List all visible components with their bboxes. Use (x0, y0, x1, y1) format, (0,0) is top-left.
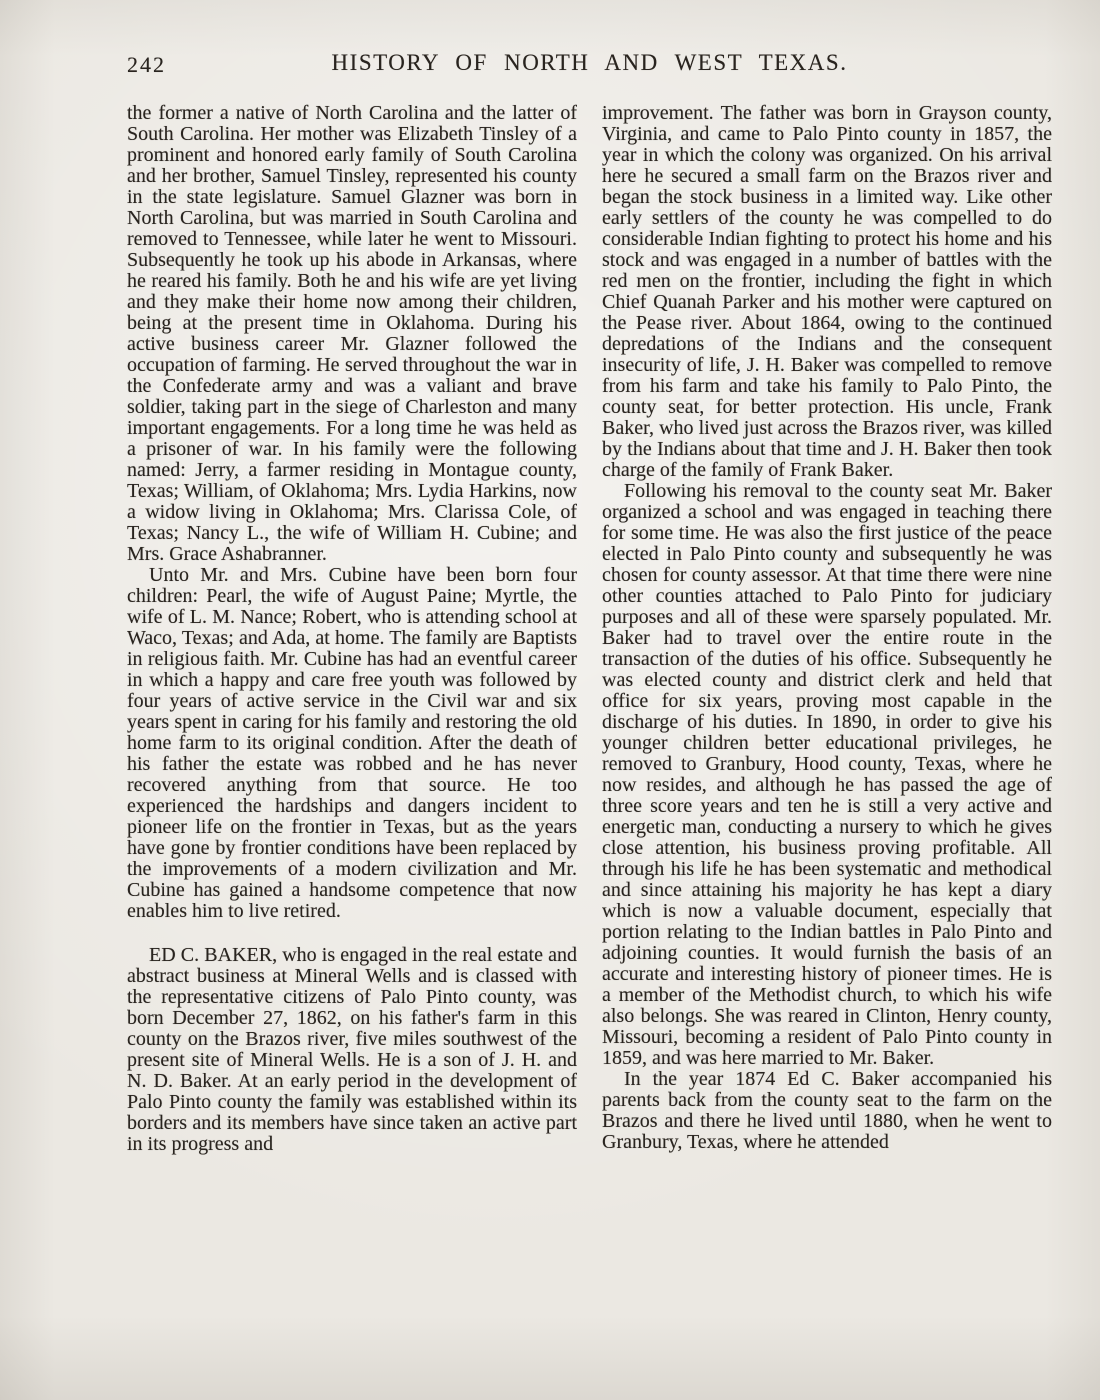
two-column-text-block (127, 103, 1052, 1315)
right-paragraph-continuation: improvement. The father was born in Grayson county, Virginia, and came to Palo Pinto county in 1857, the year in which the colony was organized. On his arrival here he secured a small farm on the Brazos river and began the stock business in a limited way. Like other early settlers of the county he was compelled to do considerable Indian fighting to protect his home and his stock and was engaged in a number of battles with the red men on the frontier, including the fight in which Chief Quanah Parker and his mother were captured on the Pease river. About 1864, owing to the continued depredations of the Indians and the consequent insecurity of life, J. H. Baker was compelled to remove from his farm and take his family to Palo Pinto, the county seat, for better protection. His uncle, Frank Baker, who lived just across the Brazos river, was killed by the Indians about that time and J. H. Baker then took charge of the family of Frank Baker. (602, 103, 1052, 481)
left-paragraph-continuation: the former a native of North Carolina and the latter of South Carolina. Her mother was Elizabeth Tinsley of a prominent and honored early family of South Carolina and her brother, Samuel Tinsley, represented his county in the state legislature. Samuel Glazner was born in North Carolina, but was married in South Carolina and removed to Tennessee, while later he went to Missouri. Subsequently he took up his abode in Arkansas, where he reared his family. Both he and his wife are yet living and they make their home now among their children, being at the present time in Oklahoma. During his active business career Mr. Glazner followed the occupation of farming. He served throughout the war in the Confederate army and was a valiant and brave soldier, taking part in the siege of Charleston and many important engagements. For a long time he was held as a prisoner of war. In his family were the following named: Jerry, a farmer residing in Montague county, Texas; William, of Oklahoma; Mrs. Lydia Harkins, now a widow living in Oklahoma; Mrs. Clarissa Cole, of Texas; Nancy L., the wife of William H. Cubine; and Mrs. Grace Ashabranner. (127, 103, 577, 565)
page-number: 242 (127, 52, 166, 77)
left-paragraph-ed-c-baker-section-start: ED C. BAKER, who is engaged in the real estate and abstract business at Mineral Wells and is classed with the representative citizens of Palo Pinto county, was born December 27, 1862, on his father's farm in this county on the Brazos river, five miles southwest of the present site of Mineral Wells. He is a son of J. H. and N. D. Baker. At an early period in the development of Palo Pinto county the family was established within its borders and its members have since taken an active part in its progress and (127, 944, 577, 1155)
left-paragraph-cubine-children: Unto Mr. and Mrs. Cubine have been born four children: Pearl, the wife of August Paine; Myrtle, the wife of L. M. Nance; Robert, who is attending school at Waco, Texas; and Ada, at home. The family are Baptists in religious faith. Mr. Cubine has had an eventful career in which a happy and care free youth was followed by four years of active service in the Civil war and six years spent in caring for his family and restoring the old home farm to its original condition. After the death of his father the estate was robbed and he has never recovered anything from that source. He too experienced the hardships and dangers incident to pioneer life on the frontier in Texas, but as the years have gone by frontier conditions have been replaced by the improvements of a modern civilization and Mr. Cubine has gained a handsome competence that now enables him to live retired. (127, 564, 577, 922)
right-paragraph-baker-school: Following his removal to the county seat Mr. Baker organized a school and was engaged in teaching there for some time. He was also the first justice of the peace elected in Palo Pinto county and subsequently he was chosen for county assessor. At that time there were nine other counties attached to Palo Pinto for judiciary purposes and all of these were sparsely populated. Mr. Baker had to travel over the entire route in the transaction of the duties of his office. Subsequently he was elected county and district clerk and held that office for six years, proving most capable in the discharge of his duties. In 1890, in order to give his younger children better educational privileges, he removed to Granbury, Hood county, Texas, where he now resides, and although he has passed the age of three score years and ten he is still a very active and energetic man, conducting a nursery to which he gives close attention, his business proving profitable. All through his life he has been systematic and methodical and since attaining his majority he has kept a diary which is now a valuable document, especially that portion relating to the Indian battles in Palo Pinto and adjoining counties. It would furnish the basis of an accurate and interesting history of pioneer times. He is a member of the Methodist church, to which his wife also belongs. She was reared in Clinton, Henry county, Missouri, becoming a resident of Palo Pinto county in 1859, and was here married to Mr. Baker. (602, 480, 1052, 1069)
running-header-title: HISTORY OF NORTH AND WEST TEXAS. (331, 50, 848, 75)
right-column (602, 103, 1052, 1315)
right-paragraph-year-1874: In the year 1874 Ed C. Baker accompanied his parents back from the county seat to the farm on the Brazos and there he lived until 1880, when he went to Granbury, Texas, where he attended (602, 1068, 1052, 1153)
left-column (127, 103, 577, 1315)
